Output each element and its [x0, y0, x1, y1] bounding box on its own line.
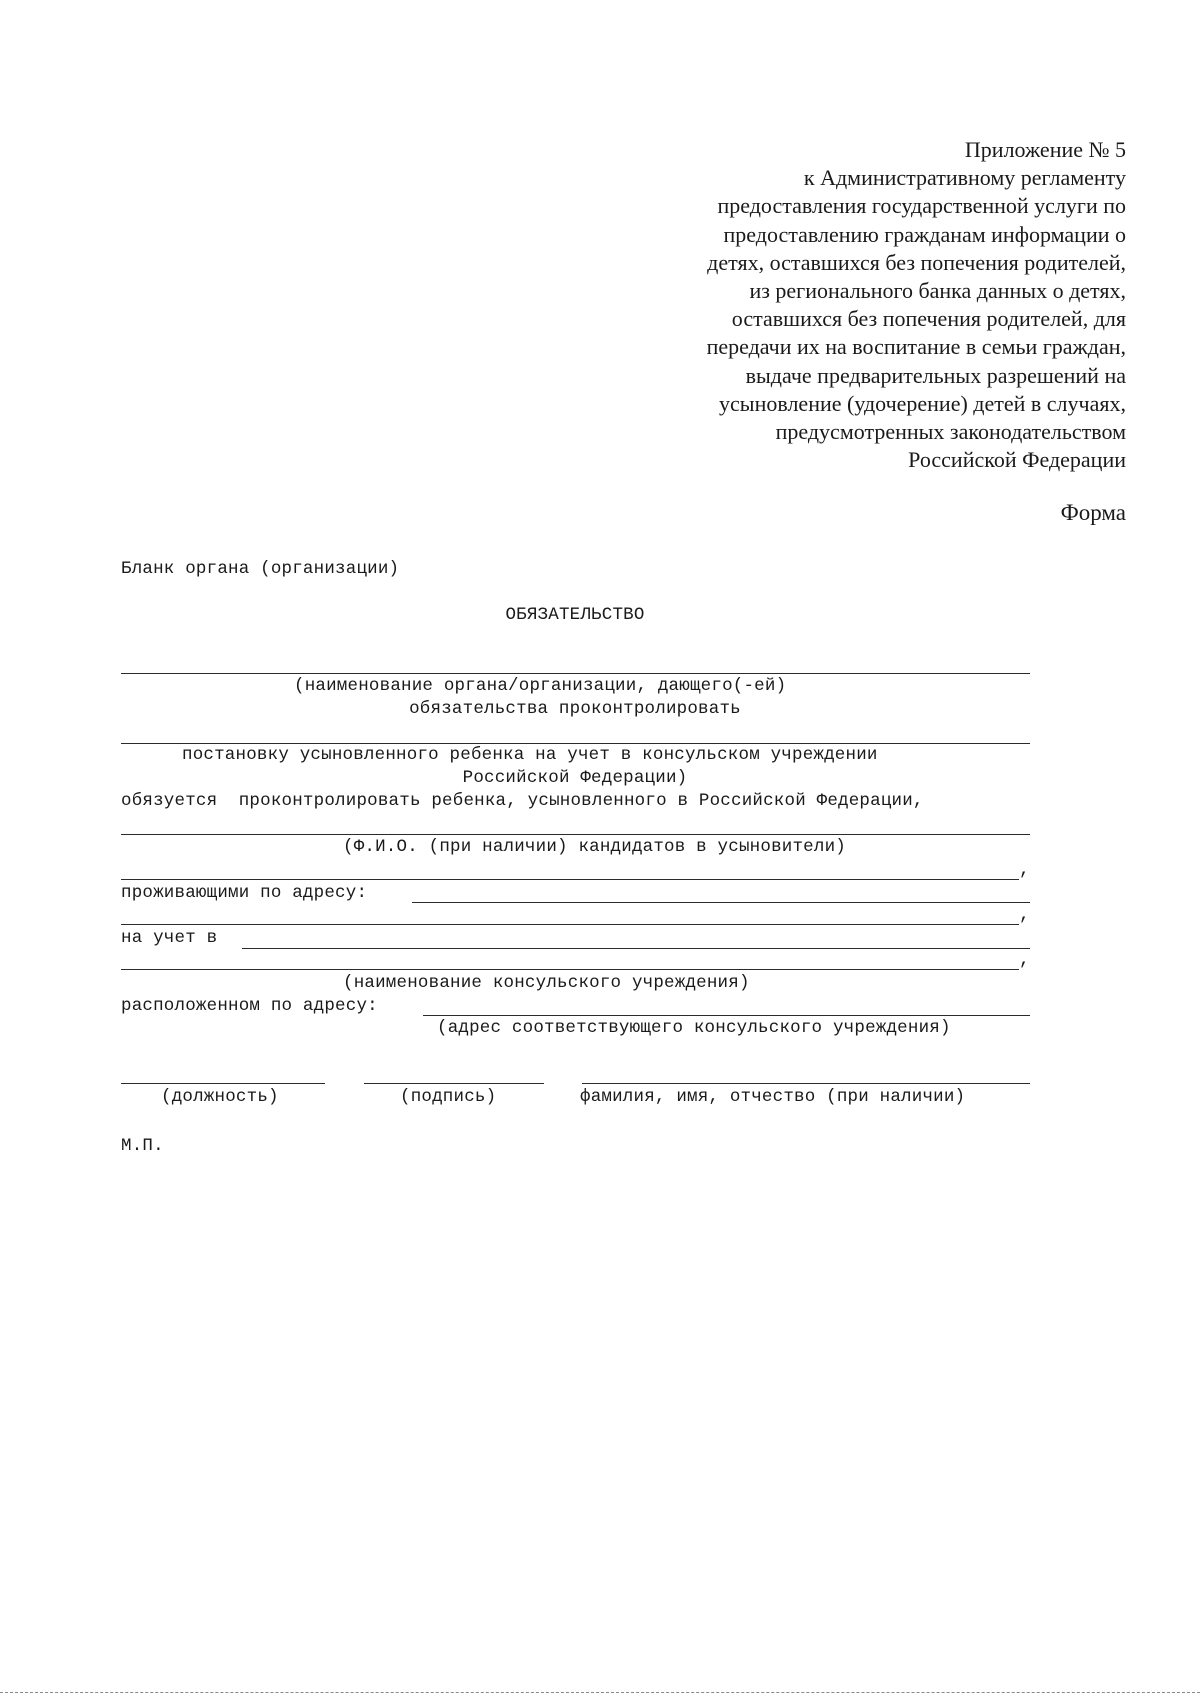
comma: , [1019, 905, 1030, 925]
org-caption-line-2: обязательства проконтролировать [409, 699, 741, 719]
appendix-line: усыновление (удочерение) детей в случаях, [719, 390, 1126, 416]
residing-address-line-2[interactable] [121, 924, 1019, 925]
consulate-name-line[interactable] [121, 969, 1019, 970]
appendix-line: Российской Федерации [908, 447, 1126, 473]
comma: , [1019, 950, 1030, 970]
position-line[interactable] [121, 1083, 325, 1084]
appendix-line: передачи их на воспитание в семьи граждан, [706, 334, 1126, 360]
candidates-name-line-2[interactable] [121, 879, 1019, 880]
blank-label: Бланк органа (организации) [121, 559, 400, 579]
registration-caption-line-2: Российской Федерации) [462, 768, 688, 788]
appendix-line: Приложение № 5 [964, 137, 1126, 162]
appendix-line: оставшихся без попечения родителей, для [731, 306, 1126, 332]
consulate-caption: (наименование консульского учреждения) [343, 973, 750, 993]
appendix-line: предоставлению гражданам информации о [723, 221, 1126, 247]
scan-edge-line [0, 1692, 1200, 1693]
candidates-name-line[interactable] [121, 834, 1030, 835]
stamp-place: М.П. [121, 1136, 164, 1156]
residing-address-field[interactable] [412, 902, 1030, 903]
form-label: Форма [1060, 500, 1126, 525]
candidates-caption: (Ф.И.О. (при наличии) кандидатов в усыновители) [343, 837, 846, 857]
register-field[interactable] [242, 948, 1030, 949]
registration-caption-line-1: постановку усыновленного ребенка на учет в консульском учреждении [182, 745, 878, 765]
appendix-line: к Административному регламенту [803, 165, 1126, 191]
org-caption-line-1: (наименование органа/организации, дающего(-ей) [294, 676, 787, 696]
located-label: расположенном по адресу: [121, 996, 378, 1016]
register-label: на учет в [121, 928, 218, 948]
full-name-line[interactable] [582, 1083, 1030, 1084]
appendix-line: выдаче предварительных разрешений на [745, 362, 1126, 388]
address-caption: (адрес соответствующего консульского учреждения) [437, 1018, 951, 1038]
appendix-line: из регионального банка данных о детях, [749, 278, 1126, 304]
obligation-text: обязуется проконтролировать ребенка, усыновленного в Российской Федерации, [121, 791, 924, 811]
appendix-header [707, 136, 1126, 474]
document-title: ОБЯЗАТЕЛЬСТВО [505, 605, 645, 625]
comma: , [1019, 860, 1030, 880]
appendix-line: предоставления государственной услуги по [717, 193, 1126, 219]
full-name-caption: фамилия, имя, отчество (при наличии) [580, 1087, 966, 1107]
org-name-line[interactable] [121, 673, 1030, 674]
consulate-address-field[interactable] [423, 1015, 1030, 1016]
signature-caption: (подпись) [400, 1087, 497, 1107]
appendix-line: предусмотренных законодательством [775, 419, 1126, 445]
residing-label: проживающими по адресу: [121, 883, 368, 903]
appendix-line: детях, оставшихся без попечения родителей, [707, 249, 1126, 275]
signature-line[interactable] [364, 1083, 544, 1084]
position-caption: (должность) [161, 1087, 279, 1107]
registration-line[interactable] [121, 743, 1030, 744]
